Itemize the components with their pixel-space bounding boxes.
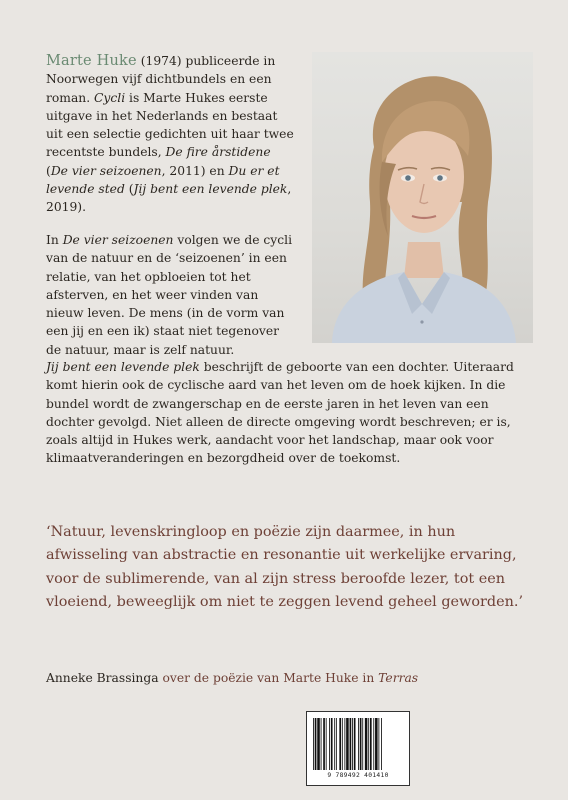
barcode-bar [381,718,382,770]
barcode-bar [354,718,356,770]
book-title-vier-seizoenen: De vier seizoenen [62,233,174,247]
barcode-bar [313,718,314,770]
barcode-bar [339,718,341,770]
barcode-bar [346,718,349,770]
author-name: Marte Huke [46,53,137,69]
barcode-bar [317,718,320,770]
barcode-bar [350,718,352,770]
review-quote: ‘Natuur, levenskringloop en poëzie zijn daarmee, in hun afwisseling van abstractie en resonantie uit werkelijke ervaring, voor de sublimerende, van al zijn stress beroofde lezer, tot een vloeiend, beweeglijk om niet te zeggen levend geheel geworden.’ [46,524,524,611]
barcode-bar [362,718,363,770]
barcode-bar [331,718,333,770]
barcode-bar [360,718,362,770]
barcode-bar [326,718,327,770]
author-portrait-illustration [312,52,533,343]
barcode-bars [313,718,403,770]
book-title-vier: De vier seizoenen [50,163,162,178]
book-title-cycli: Cycli [94,90,126,105]
barcode-bar [368,718,369,770]
reviewer-name: Anneke Brassinga [46,671,159,685]
paragraph-levende-plek: Jij bent een levende plek beschrijft de geboorte van een dochter. Uiteraard komt hierin ook de cyclische aard van het leven om de hoek kijken. In die bundel wordt de zwangerschap en de eerste jaren in het leven van een dochter gevolgd. Niet alleen de directe omgeving wordt beschreven; er is, zoals altijd in Hukes werk, aandacht voor het landschap, maar ook voor klimaatveranderingen en bezorgdheid over de toekomst. [46,360,514,466]
author-intro-paragraph: Marte Huke (1974) publiceerde in Noorwegen vijf dichtbundels en een roman. Cycli is Marte Hukes eerste uitgave in het Nederlands en bestaat uit een selectie gedichten uit haar twee recentste bundels, De fire årstidene (De vier seizoenen, 2011) en Du er et levende sted (Jij bent een levende plek, 2019). [46,53,294,215]
barcode-bar [378,718,379,770]
barcode-bar [358,718,359,770]
author-photo [312,52,533,343]
book-title-levende-plek: Jij bent een levende plek [46,360,200,374]
paragraph-vier-seizoenen: In De vier seizoenen volgen we de cycli van de natuur en de ‘seizoenen’ in een relatie, van het opbloeien tot het afsterven, en het weer vinden van nieuw leven. De mens (in de vorm van een jij en een ik) staat niet tegenover de natuur, maar is zelf natuur. [46,233,293,357]
barcode-bar [370,718,372,770]
book-title-du: Du er et levende sted [46,163,280,197]
isbn-digits: 9 789492 401410 [327,772,389,779]
barcode-bar [321,718,322,770]
barcode-bar [375,718,378,770]
book-title-fire: De fire årstidene [165,145,271,160]
barcode-bar [329,718,330,770]
isbn-barcode [306,711,410,786]
barcode-bar [373,718,374,770]
barcode-bar [315,718,317,770]
barcode-bar [344,718,345,770]
book-title-jij: Jij bent een levende plek [133,182,288,197]
barcode-bar [323,718,325,770]
barcode-bar [342,718,343,770]
barcode-bar [352,718,353,770]
barcode-bar [365,718,368,770]
barcode-bar [334,718,335,770]
quote-attribution: Anneke Brassinga over de poëzie van Marte Huke in Terras [46,671,419,685]
barcode-bar [336,718,337,770]
source-magazine: Terras [378,671,419,685]
